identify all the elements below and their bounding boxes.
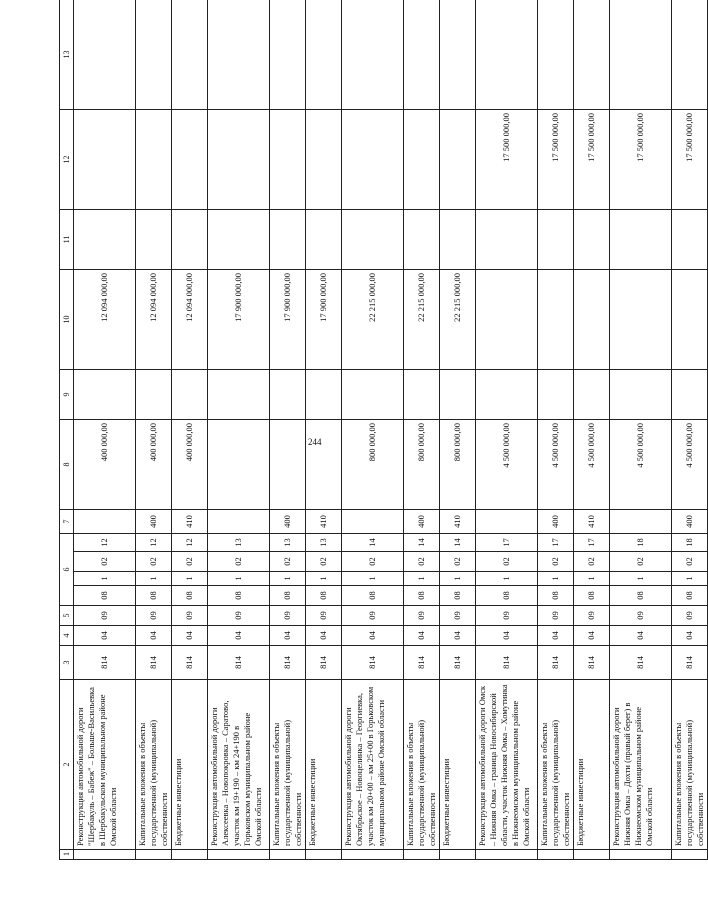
row-marker-cell: [610, 850, 672, 860]
cell-c5: 09: [270, 606, 306, 626]
cell-c6a: 08: [440, 586, 476, 606]
cell-c6b: 1: [404, 572, 440, 586]
cell-c7: 410: [440, 510, 476, 534]
table-row: [172, 0, 208, 860]
row-marker-cell: [404, 850, 440, 860]
cell-c13: [136, 0, 172, 110]
cell-c9: [306, 370, 342, 420]
row-name-cell: Бюджетные инвестиции: [172, 680, 208, 850]
cell-c13: [574, 0, 610, 110]
table-row: [538, 0, 574, 860]
budget-table: [59, 0, 708, 860]
cell-c10: 17 900 000,00: [208, 270, 270, 370]
cell-c4: 04: [136, 626, 172, 646]
cell-c5: 09: [342, 606, 404, 626]
header-cell: 6: [60, 534, 74, 606]
cell-c8: 4 500 000,00: [672, 420, 708, 510]
cell-c12: [342, 110, 404, 210]
row-marker-cell: [342, 850, 404, 860]
cell-c7: 400: [404, 510, 440, 534]
cell-c11: [342, 210, 404, 270]
header-cell: 11: [60, 210, 74, 270]
cell-c7: 410: [306, 510, 342, 534]
table-row: [574, 0, 610, 860]
cell-c7: [476, 510, 538, 534]
cell-c6a: 08: [476, 586, 538, 606]
cell-c6a: 08: [270, 586, 306, 606]
cell-c6d: 13: [306, 534, 342, 552]
cell-c6c: 02: [270, 552, 306, 572]
cell-c8: 400 000,00: [172, 420, 208, 510]
table-row: [306, 0, 342, 860]
cell-c12: 17 500 000,00: [610, 110, 672, 210]
cell-c13: [208, 0, 270, 110]
table-row: [270, 0, 306, 860]
row-name-cell: Реконструкция автомобильной дороги Нижняя Омка – Дохти (правый берег) в Нижнеомском муниципальном районе Омской области: [610, 680, 672, 850]
row-marker-cell: [270, 850, 306, 860]
header-row: [60, 0, 74, 860]
cell-c5: 09: [672, 606, 708, 626]
row-name-cell: Капитальные вложения в объекты государственной (муниципальной) собственности: [270, 680, 306, 850]
cell-c13: [342, 0, 404, 110]
cell-c6a: 08: [538, 586, 574, 606]
cell-c7: 400: [672, 510, 708, 534]
cell-c6a: 08: [74, 586, 136, 606]
row-name-cell: Бюджетные инвестиции: [574, 680, 610, 850]
cell-c11: [538, 210, 574, 270]
cell-c9: [672, 370, 708, 420]
row-marker-cell: [74, 850, 136, 860]
cell-c7: 410: [172, 510, 208, 534]
table-row: [208, 0, 270, 860]
row-marker-cell: [538, 850, 574, 860]
row-name-cell: Бюджетные инвестиции: [306, 680, 342, 850]
cell-c6b: 1: [440, 572, 476, 586]
header-cell: 1: [60, 850, 74, 860]
cell-c7: 410: [574, 510, 610, 534]
cell-c8: 4 500 000,00: [476, 420, 538, 510]
cell-c11: [74, 210, 136, 270]
cell-c11: [306, 210, 342, 270]
cell-c3: 814: [574, 646, 610, 680]
table-row: [440, 0, 476, 860]
cell-c6b: 1: [172, 572, 208, 586]
cell-c13: [538, 0, 574, 110]
cell-c9: [574, 370, 610, 420]
cell-c12: 17 500 000,00: [538, 110, 574, 210]
cell-c7: [342, 510, 404, 534]
cell-c8: 4 500 000,00: [610, 420, 672, 510]
row-name-cell: Реконструкция автомобильной дороги Октябрьское – Новоцелинка – Георгиевка, участок км 20+00 – км 25+00 в Горьковском муниципальном районе Омской области: [342, 680, 404, 850]
cell-c9: [74, 370, 136, 420]
cell-c6a: 08: [404, 586, 440, 606]
cell-c10: 12 094 000,00: [172, 270, 208, 370]
header-cell: 10: [60, 270, 74, 370]
cell-c5: 09: [74, 606, 136, 626]
row-marker-cell: [208, 850, 270, 860]
cell-c8: [208, 420, 270, 510]
cell-c13: [404, 0, 440, 110]
cell-c10: 22 215 000,00: [440, 270, 476, 370]
cell-c6d: 18: [610, 534, 672, 552]
cell-c6b: 1: [476, 572, 538, 586]
row-name-cell: Капитальные вложения в объекты государственной (муниципальной) собственности: [136, 680, 172, 850]
cell-c7: 400: [136, 510, 172, 534]
cell-c11: [404, 210, 440, 270]
cell-c5: 09: [136, 606, 172, 626]
cell-c6c: 02: [74, 552, 136, 572]
rotated-budget-table: [59, 0, 705, 860]
header-cell: 8: [60, 420, 74, 510]
row-marker-cell: [136, 850, 172, 860]
cell-c3: 814: [404, 646, 440, 680]
cell-c11: [172, 210, 208, 270]
header-cell: 3: [60, 646, 74, 680]
cell-c6a: 08: [136, 586, 172, 606]
cell-c3: 814: [538, 646, 574, 680]
cell-c4: 04: [404, 626, 440, 646]
row-name-cell: Капитальные вложения в объекты государственной (муниципальной) собственности: [404, 680, 440, 850]
cell-c6c: 02: [208, 552, 270, 572]
table-row: [342, 0, 404, 860]
cell-c4: 04: [342, 626, 404, 646]
cell-c9: [208, 370, 270, 420]
cell-c6b: 1: [270, 572, 306, 586]
cell-c6b: 1: [610, 572, 672, 586]
cell-c11: [270, 210, 306, 270]
cell-c6a: 08: [610, 586, 672, 606]
cell-c3: 814: [74, 646, 136, 680]
cell-c3: 814: [306, 646, 342, 680]
table-row: [476, 0, 538, 860]
cell-c9: [136, 370, 172, 420]
cell-c7: [74, 510, 136, 534]
cell-c6c: 02: [672, 552, 708, 572]
cell-c6b: 1: [574, 572, 610, 586]
cell-c10: 17 900 000,00: [270, 270, 306, 370]
cell-c8: 400 000,00: [136, 420, 172, 510]
cell-c9: [404, 370, 440, 420]
cell-c6c: 02: [476, 552, 538, 572]
row-marker-cell: [672, 850, 708, 860]
cell-c6d: 13: [270, 534, 306, 552]
cell-c6a: 08: [574, 586, 610, 606]
cell-c12: 17 500 000,00: [476, 110, 538, 210]
table-row: [136, 0, 172, 860]
cell-c6b: 1: [538, 572, 574, 586]
cell-c6b: 1: [672, 572, 708, 586]
cell-c5: 09: [476, 606, 538, 626]
cell-c12: [136, 110, 172, 210]
cell-c6d: 14: [404, 534, 440, 552]
cell-c4: 04: [74, 626, 136, 646]
cell-c6a: 08: [342, 586, 404, 606]
table-row: [672, 0, 708, 860]
cell-c3: 814: [476, 646, 538, 680]
cell-c12: [270, 110, 306, 210]
cell-c13: [270, 0, 306, 110]
cell-c8: 800 000,00: [404, 420, 440, 510]
cell-c4: 04: [538, 626, 574, 646]
cell-c10: [538, 270, 574, 370]
cell-c8: 4 500 000,00: [574, 420, 610, 510]
cell-c10: 17 900 000,00: [306, 270, 342, 370]
cell-c9: [476, 370, 538, 420]
cell-c5: 09: [208, 606, 270, 626]
cell-c5: 09: [172, 606, 208, 626]
cell-c5: 09: [440, 606, 476, 626]
cell-c3: 814: [270, 646, 306, 680]
cell-c11: [440, 210, 476, 270]
cell-c12: 17 500 000,00: [574, 110, 610, 210]
cell-c6d: 17: [476, 534, 538, 552]
table-row: [74, 0, 136, 860]
cell-c6b: 1: [208, 572, 270, 586]
cell-c8: 400 000,00: [74, 420, 136, 510]
cell-c10: 22 215 000,00: [342, 270, 404, 370]
cell-c10: [610, 270, 672, 370]
cell-c4: 04: [672, 626, 708, 646]
cell-c10: 22 215 000,00: [404, 270, 440, 370]
cell-c13: [476, 0, 538, 110]
cell-c10: [672, 270, 708, 370]
cell-c7: [208, 510, 270, 534]
cell-c12: [172, 110, 208, 210]
header-cell: 4: [60, 626, 74, 646]
cell-c6d: 14: [440, 534, 476, 552]
cell-c9: [172, 370, 208, 420]
cell-c9: [538, 370, 574, 420]
cell-c6c: 02: [172, 552, 208, 572]
table-row: [610, 0, 672, 860]
cell-c6c: 02: [342, 552, 404, 572]
cell-c10: [574, 270, 610, 370]
cell-c6c: 02: [440, 552, 476, 572]
cell-c11: [136, 210, 172, 270]
cell-c13: [440, 0, 476, 110]
row-marker-cell: [574, 850, 610, 860]
cell-c6c: 02: [574, 552, 610, 572]
cell-c3: 814: [172, 646, 208, 680]
cell-c6b: 1: [306, 572, 342, 586]
cell-c3: 814: [342, 646, 404, 680]
cell-c6c: 02: [404, 552, 440, 572]
cell-c6d: 12: [74, 534, 136, 552]
header-cell: 12: [60, 110, 74, 210]
cell-c13: [172, 0, 208, 110]
cell-c7: 400: [270, 510, 306, 534]
cell-c13: [610, 0, 672, 110]
cell-c4: 04: [610, 626, 672, 646]
cell-c9: [270, 370, 306, 420]
cell-c4: 04: [476, 626, 538, 646]
cell-c6c: 02: [538, 552, 574, 572]
cell-c7: [610, 510, 672, 534]
cell-c3: 814: [610, 646, 672, 680]
header-cell: 2: [60, 680, 74, 850]
cell-c3: 814: [440, 646, 476, 680]
cell-c4: 04: [208, 626, 270, 646]
cell-c8: 4 500 000,00: [538, 420, 574, 510]
cell-c11: [208, 210, 270, 270]
cell-c6c: 02: [136, 552, 172, 572]
header-cell: 5: [60, 606, 74, 626]
row-marker-cell: [440, 850, 476, 860]
table-row: [404, 0, 440, 860]
cell-c12: [306, 110, 342, 210]
cell-c10: [476, 270, 538, 370]
row-name-cell: Реконструкция автомобильной дороги Омск – Нижняя Омка – граница Новосибирской области, участок Нижняя Омка – Хомутинка в Нижнеомском муниципальном районе Омской области: [476, 680, 538, 850]
cell-c6d: 14: [342, 534, 404, 552]
row-name-cell: Бюджетные инвестиции: [440, 680, 476, 850]
cell-c11: [574, 210, 610, 270]
cell-c4: 04: [172, 626, 208, 646]
cell-c12: 17 500 000,00: [672, 110, 708, 210]
cell-c7: 400: [538, 510, 574, 534]
row-marker-cell: [306, 850, 342, 860]
page-number: 244: [308, 437, 322, 447]
row-name-cell: Капитальные вложения в объекты государственной (муниципальной) собственности: [538, 680, 574, 850]
cell-c12: [74, 110, 136, 210]
cell-c9: [610, 370, 672, 420]
cell-c6b: 1: [342, 572, 404, 586]
cell-c5: 09: [404, 606, 440, 626]
cell-c6c: 02: [306, 552, 342, 572]
cell-c3: 814: [208, 646, 270, 680]
cell-c13: [672, 0, 708, 110]
cell-c8: [306, 420, 342, 510]
cell-c5: 09: [574, 606, 610, 626]
cell-c12: [404, 110, 440, 210]
cell-c10: 12 094 000,00: [136, 270, 172, 370]
row-name-cell: Капитальные вложения в объекты государственной (муниципальной) собственности: [672, 680, 708, 850]
cell-c11: [476, 210, 538, 270]
cell-c9: [440, 370, 476, 420]
cell-c4: 04: [306, 626, 342, 646]
cell-c6d: 12: [136, 534, 172, 552]
cell-c8: 800 000,00: [440, 420, 476, 510]
row-name-cell: Реконструкция автомобильной дороги "Шербакуль – Бабеж" – Больше-Васильевка в Шербакульском муниципальном районе Омской области: [74, 680, 136, 850]
cell-c11: [672, 210, 708, 270]
cell-c13: [306, 0, 342, 110]
cell-c13: [74, 0, 136, 110]
cell-c6d: 18: [672, 534, 708, 552]
cell-c6a: 08: [172, 586, 208, 606]
cell-c6c: 02: [610, 552, 672, 572]
header-cell: 7: [60, 510, 74, 534]
cell-c3: 814: [136, 646, 172, 680]
cell-c12: [440, 110, 476, 210]
row-marker-cell: [172, 850, 208, 860]
cell-c11: [610, 210, 672, 270]
cell-c6a: 08: [306, 586, 342, 606]
cell-c6b: 1: [136, 572, 172, 586]
header-cell: 13: [60, 0, 74, 110]
cell-c10: 12 094 000,00: [74, 270, 136, 370]
cell-c6a: 08: [208, 586, 270, 606]
cell-c4: 04: [270, 626, 306, 646]
cell-c8: 800 000,00: [342, 420, 404, 510]
cell-c6d: 13: [208, 534, 270, 552]
cell-c4: 04: [574, 626, 610, 646]
row-name-cell: Реконструкция автомобильной дороги Алексеевка – Новопокровка – Саратово, участок км 19+190 – км 24+190 в Горьковском муниципальном районе Омской области: [208, 680, 270, 850]
cell-c3: 814: [672, 646, 708, 680]
cell-c5: 09: [610, 606, 672, 626]
cell-c9: [342, 370, 404, 420]
cell-c5: 09: [538, 606, 574, 626]
cell-c12: [208, 110, 270, 210]
cell-c5: 09: [306, 606, 342, 626]
cell-c6a: 08: [672, 586, 708, 606]
row-marker-cell: [476, 850, 538, 860]
cell-c6b: 1: [74, 572, 136, 586]
cell-c6d: 12: [172, 534, 208, 552]
cell-c6d: 17: [574, 534, 610, 552]
cell-c6d: 17: [538, 534, 574, 552]
header-cell: 9: [60, 370, 74, 420]
cell-c4: 04: [440, 626, 476, 646]
cell-c8: [270, 420, 306, 510]
